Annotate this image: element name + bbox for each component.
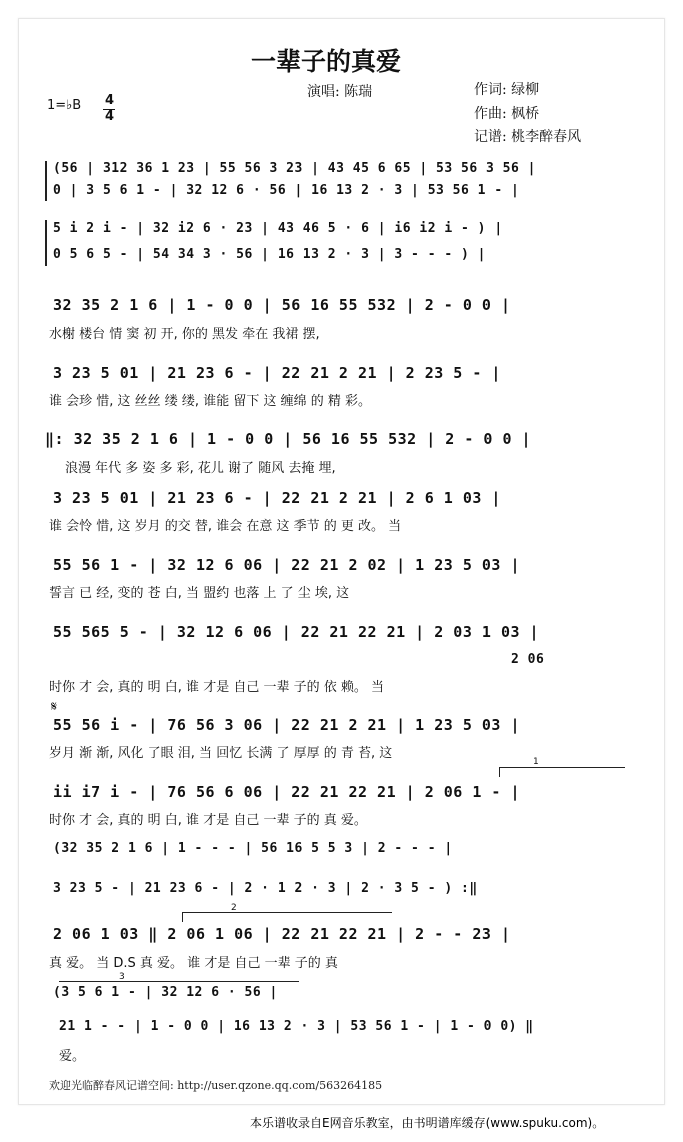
lyrics-row-4: 谁 会怜 惜, 这 岁月 的交 替, 谁会 在意 这 季节 的 更 改。 当 bbox=[49, 519, 402, 534]
notes-row-2: 3 23 5 01 | 21 23 6 - | 22 21 2 21 | 2 23 5 - | bbox=[53, 364, 501, 382]
intro-lower-2: 0 5 6 5 - | 54 34 3 · 56 | 16 13 2 · 3 | 3 - - - ) | bbox=[53, 247, 486, 262]
notes-row-6: 55 565 5 - | 32 12 6 06 | 22 21 22 21 | 2 03 1 03 | bbox=[53, 623, 540, 641]
lyrics-row-6: 时你 才 会, 真的 明 白, 谁 才是 自己 一辈 子的 依 赖。 当 bbox=[49, 680, 384, 695]
intro-brace-2 bbox=[45, 220, 47, 266]
lyrics-row-1: 水榭 楼台 情 窦 初 开, 你的 黑发 牵在 我裙 摆, bbox=[49, 327, 320, 342]
lyrics-row-8: 时你 才 会, 真的 明 白, 谁 才是 自己 一辈 子的 真 爱。 bbox=[49, 813, 367, 828]
interlude-row-2: 3 23 5 - | 21 23 6 - | 2 · 1 2 · 3 | 2 · 3 5 - ) :‖ bbox=[53, 881, 478, 896]
notes-row-4: 3 23 5 01 | 21 23 6 - | 22 21 2 21 | 2 6 1 03 | bbox=[53, 489, 501, 507]
volta-2-bracket bbox=[182, 912, 392, 913]
segno-sign: 𝄋 bbox=[51, 699, 58, 715]
intro-upper-1: (56 | 312 36 1 23 | 55 56 3 23 | 43 45 6 65 | 53 56 3 56 | bbox=[53, 161, 536, 176]
volta-1-label: 1 bbox=[533, 757, 539, 767]
key-signature: 1=♭B bbox=[47, 98, 82, 113]
lyrics-row-2: 谁 会珍 惜, 这 丝丝 缕 缕, 谁能 留下 这 缠绵 的 精 彩。 bbox=[49, 394, 371, 409]
transcriber-credit: 记谱: 桃李醉春风 bbox=[474, 129, 582, 145]
intro-brace-1 bbox=[45, 161, 47, 201]
song-title: 一辈子的真爱 bbox=[251, 47, 402, 76]
time-sig-top: 4 bbox=[105, 93, 115, 108]
footer-credit: 欢迎光临醉春风记谱空间: http://user.qzone.qq.com/563264185 bbox=[49, 1079, 383, 1092]
sub-bracket-label: 3 bbox=[119, 972, 125, 982]
ending-notes: 2 06 1 03 ‖ 2 06 1 06 | 22 21 22 21 | 2 - - 23 | bbox=[53, 925, 511, 943]
sub-notes: (3 5 6 1 - | 32 12 6 · 56 | bbox=[53, 985, 278, 1000]
notes-row-5: 55 56 1 - | 32 12 6 06 | 22 21 2 02 | 1 23 5 03 | bbox=[53, 556, 521, 574]
composer-credit: 作曲: 枫桥 bbox=[474, 106, 540, 122]
alt-notes-row-6: 2 06 bbox=[511, 652, 545, 667]
lyricist-credit: 作词: 绿柳 bbox=[474, 82, 540, 98]
notes-row-1: 32 35 2 1 6 | 1 - 0 0 | 56 16 55 532 | 2 - 0 0 | bbox=[53, 296, 511, 314]
notes-row-8: ii i7 i - | 76 56 6 06 | 22 21 22 21 | 2 06 1 - | bbox=[53, 783, 521, 801]
lyrics-row-3: 浪漫 年代 多 姿 多 彩, 花儿 谢了 随风 去掩 埋, bbox=[65, 461, 336, 476]
notes-row-3: ‖: 32 35 2 1 6 | 1 - 0 0 | 56 16 55 532 | 2 - 0 0 | bbox=[45, 430, 532, 448]
score-sheet bbox=[18, 18, 665, 1105]
volta-1-hook bbox=[499, 767, 500, 777]
source-note: 本乐谱收录自E网音乐教室，由书明谱库缓存(www.spuku.com)。 bbox=[250, 1116, 605, 1130]
ending-lyrics: 真 爱。 当 D.S 真 爱。 谁 才是 自己 一辈 子的 真 bbox=[49, 956, 338, 971]
volta-1-bracket bbox=[499, 767, 625, 768]
notes-row-7: 55 56 i - | 76 56 3 06 | 22 21 2 21 | 1 23 5 03 | bbox=[53, 716, 521, 734]
interlude-row-1: (32 35 2 1 6 | 1 - - - | 56 16 5 5 3 | 2 - - - | bbox=[53, 841, 453, 856]
lyrics-row-5: 誓言 已 经, 变的 苍 白, 当 盟约 也落 上 了 尘 埃, 这 bbox=[49, 586, 350, 601]
intro-lower-1: 0 | 3 5 6 1 - | 32 12 6 · 56 | 16 13 2 · 3 | 53 56 1 - | bbox=[53, 183, 520, 198]
final-notes: 21 1 - - | 1 - 0 0 | 16 13 2 · 3 | 53 56 1 - | 1 - 0 0) ‖ bbox=[59, 1019, 534, 1034]
volta-2-hook bbox=[182, 912, 183, 922]
volta-2-label: 2 bbox=[231, 903, 237, 913]
time-sig-bottom: 4 bbox=[105, 109, 115, 124]
singer-credit: 演唱: 陈瑞 bbox=[307, 84, 373, 100]
intro-upper-2: 5 i 2 i - | 32 i2 6 · 23 | 43 46 5 · 6 | i6 i2 i - ) | bbox=[53, 221, 503, 236]
sub-bracket bbox=[59, 981, 299, 982]
final-lyrics: 爱。 bbox=[59, 1049, 86, 1064]
lyrics-row-7: 岁月 渐 渐, 风化 了眼 泪, 当 回忆 长满 了 厚厚 的 青 苔, 这 bbox=[49, 746, 393, 761]
